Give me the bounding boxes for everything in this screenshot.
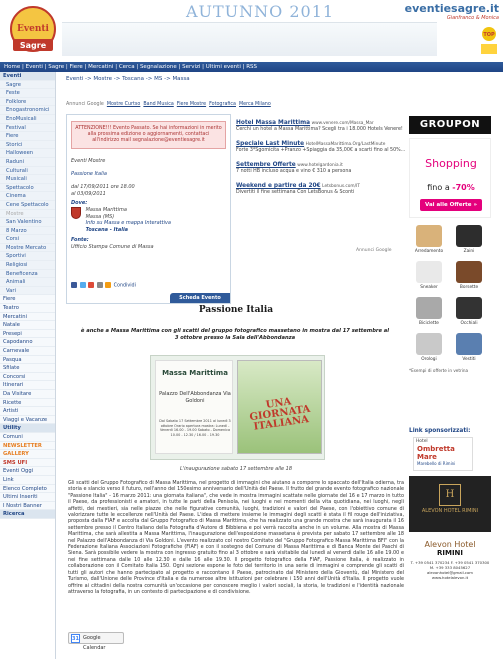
hotel2-contacts: T. +39 0541 370234 F. +39 0541 370300 M. +39 333 8045627 alevonhotel@gmail.com www.hotelalevon.it [410,560,490,580]
product-image [456,333,482,355]
brand[interactable] [405,2,499,21]
product-image [416,261,442,283]
coat-of-arms-icon [71,207,81,219]
product-image [456,261,482,283]
sidebar-item-fiere[interactable]: Fiere [0,295,55,304]
sidebar-item-animali[interactable]: Animali [0,278,55,287]
sidebar-item-comuni[interactable]: Comuni [0,433,55,442]
sidebar-item-teatro[interactable]: Teatro [0,304,55,313]
product-zaini[interactable] [449,222,489,258]
event-details [67,149,230,255]
event-tab[interactable]: Scheda Evento [170,293,230,303]
sidebar-item-religiosi[interactable]: Religiosi [0,261,55,270]
sidebar-item-i-nostri-banner[interactable]: I Nostri Banner [0,502,55,511]
flyer-venue: Palazzo Dell'Abbondanza Via Goldoni [159,391,231,404]
site-header [0,0,503,64]
sidebar-item-raduni[interactable]: Raduni [0,158,55,167]
sidebar-item-sagre[interactable]: Sagre [0,81,55,90]
product-name: Vestiti [462,357,476,362]
top-badge-icon [479,26,499,56]
text-ad-url[interactable]: www.hotelgardonia.it [297,163,343,168]
product-orologi[interactable] [409,330,449,366]
google-calendar-label: Google Calendar [83,635,106,651]
event-date-start: dal 17/09/2011 ore 18.00 [71,184,135,191]
article-lead: è anche a Massa Marittima con gli scatti del gruppo fotografico massetano in mostra dal 17 settembre al 3 ottobre presso la Sala dell'Abbondanza [80,328,390,341]
sidebar-item-itinerari[interactable]: Itinerari [0,381,55,390]
sidebar-item-viaggi-e-vacanze[interactable]: Viaggi e Vacanze [0,416,55,425]
google-calendar-button[interactable] [68,632,124,651]
sidebar-item-storici[interactable]: Storici [0,141,55,150]
flyer-image [155,360,233,454]
email-icon[interactable] [97,282,103,288]
nav-separator: | [20,64,26,70]
nav-item-home[interactable]: Home [4,64,21,70]
main-content [66,76,406,301]
header-band [62,22,437,56]
hotel2-city: RIMINI [436,549,464,557]
facebook-icon[interactable] [71,282,77,288]
sidebar-item-enogastronomici[interactable]: Enogastronomici [0,106,55,115]
event-source: Ufficio Stampa Comune di Massa [71,243,154,250]
product-biciclette[interactable] [409,294,449,330]
sidebar-item-eventi-oggi[interactable]: Eventi Oggi [0,467,55,476]
sidebar-item-festival[interactable]: Festival [0,124,55,133]
text-ad-title[interactable]: Settembre Offerte [236,162,296,168]
product-image [416,333,442,355]
sidebar-item-sfilate[interactable]: Sfilate [0,364,55,373]
text-ad-title[interactable]: Speciale Last Minute [236,141,305,147]
shopping-offers-button[interactable]: Vai alle Offerte » [420,199,482,211]
event-type: Eventi Mostre [71,158,106,164]
sidebar-item-vari[interactable]: Vari [0,287,55,296]
sidebar-item-corsi[interactable]: Corsi [0,235,55,244]
product-image [456,297,482,319]
groupon-logo[interactable]: GROUPON [409,116,491,134]
site-logo[interactable] [3,3,63,61]
product-grid [409,222,491,366]
event-place[interactable]: Massa Marittima [85,206,127,213]
product-name: Zaini [463,249,475,254]
ad-link[interactable]: Fiere Mostre [176,102,207,107]
nav-item-fiere[interactable]: Fiere [69,64,83,70]
nav-item-rss[interactable]: RSS [246,64,258,70]
sidebar-item-halloween[interactable]: Halloween [0,149,55,158]
text-ad-body: Divertiti il fine settimana Con LetsBonus & Sconti [236,190,355,195]
text-ad[interactable] [236,183,406,196]
calendar-icon: 31 [72,636,79,642]
hotel1-label: Hotel [416,439,428,444]
top-nav [0,62,503,72]
nav-separator: | [42,64,49,70]
sidebar-item-ricette[interactable]: Ricette [0,399,55,408]
poster-image [237,360,322,454]
product-sneaker[interactable] [409,258,449,294]
twitter-icon[interactable] [80,282,86,288]
text-ad[interactable] [236,141,406,154]
nav-item-mercatini[interactable]: Mercatini [88,64,114,70]
article-title: Passione Italia [198,305,274,315]
product-name: Orologi [421,357,437,362]
product-name: Biciclette [419,321,439,326]
product-borsette[interactable] [449,258,489,294]
hotel-ombretta-banner[interactable] [413,437,473,471]
nav-item-sagre[interactable]: Sagre [48,64,65,70]
past-event-notice: ATTENZIONE!!! Evento Passato. Se hai informazioni in merito alla prossima edizione o aggiornamenti, contattaci all'indirizzo mail segnalazione@eventiesagre.it [71,121,226,149]
sidebar-item-capodanno[interactable]: Capodanno [0,338,55,347]
flyer-title: Massa Marittima [162,369,228,377]
text-ad-body: 7 notti HB incluso acqua e vino € 310 a persona [236,169,352,174]
nav-separator: | [113,64,119,70]
sidebar-item-musicali[interactable]: Musicali [0,175,55,184]
product-arredamento[interactable] [409,222,449,258]
product-image [456,225,482,247]
sidebar-item-artisti[interactable]: Artisti [0,407,55,416]
flyer-hours: Dal Sabato 17 Settembre 2011 al lunedì 3 ottobre Orario apertura mostra: Lunedì - Venerdì 16.00 - 19.00 Sabato - Domenica 10.00 - 12.30 / 16.00 - 19.30 [159,419,231,437]
sidebar-item-cene-spettacolo[interactable]: Cene Spettacolo [0,201,55,210]
nav-separator: | [240,64,247,70]
text-ad[interactable] [236,120,406,133]
event-map-link[interactable]: Info su Massa e mappa Interattiva [85,220,171,227]
sidebar-item-feste[interactable]: Feste [0,89,55,98]
sidebar-item-ricerca[interactable]: Ricerca [0,510,55,519]
sidebar-item-carnevale[interactable]: Carnevale [0,347,55,356]
where-label: Dove: [71,200,88,207]
google-ads-label: Annunci Google [66,102,104,107]
sidebar-item-mostre-mercato[interactable]: Mostre Mercato [0,244,55,253]
share-bar [71,282,228,290]
hotel-alevon-banner[interactable] [409,476,491,598]
event-region: Toscana - Italia [85,226,129,233]
text-ad-body: Forte 3*Sgomicita +Pranzo +Spiaggia da 35,00€ a scarti fino al 50%... [236,148,406,153]
source-label: Fonte: [71,237,89,244]
text-ad-title[interactable]: Weekend e partire da 20€ [236,183,321,189]
text-ad[interactable] [236,162,406,175]
sidebar-item-cinema[interactable]: Cinema [0,192,55,201]
event-name[interactable]: Passione Italia [71,170,107,177]
nav-separator: | [134,64,140,70]
shopping-fino: fino a [427,183,450,192]
sidebar-item-sms-ufi[interactable]: SMS UFI [0,459,55,468]
sidebar-item-8-marzo[interactable]: 8 Marzo [0,227,55,236]
svg-text:TOP: TOP [483,32,495,38]
hotel2-small: ALEVON HOTEL RIMINI [421,508,479,514]
text-ad-title[interactable]: Hotel Massa Marittima [236,120,311,126]
ad-link[interactable]: Merca Milano [239,102,271,107]
season-title: AUTUNNO 2011 [185,2,335,21]
sidebar-item-newsletter[interactable]: NEWSLETTER [0,442,55,451]
hotel1-name: Ombretta Mare [417,445,455,461]
brand-name[interactable]: eventiesagre.it [404,2,499,15]
image-caption: L'inaugurazione sabato 17 settembre alle 18 [179,466,293,472]
sidebar-item-concorsi[interactable]: Concorsi [0,373,55,382]
ads-by-google[interactable] [356,248,392,253]
hotel2-info-panel [409,532,491,598]
text-ad-body: Cerchi un hotel a Massa Marittima? Scegli tra i 18.000 Hotels Venere! [236,127,403,132]
event-date-end: al 03/09/2011 [71,190,106,197]
article-image[interactable] [150,355,325,460]
event-province: Massa (MS) [85,213,115,220]
sidebar-item-san-valentino[interactable]: San Valentino [0,218,55,227]
nav-item-servizi[interactable]: Servizi [182,64,201,70]
nav-separator: | [64,64,70,70]
text-ad-url[interactable]: Letsbonus.com/IT [322,184,360,189]
product-image [416,297,442,319]
nav-separator: | [200,64,206,70]
share-icon[interactable] [105,282,111,288]
nav-separator: | [82,64,89,70]
sidebar-item-spettacolo[interactable]: Spettacolo [0,184,55,193]
sidebar-item-beneficenza[interactable]: Beneficenza [0,270,55,279]
brand-subtitle: Gianfranco & Monica [446,15,499,21]
text-ad-url[interactable]: HotelMassaMarittima.Org/LastMinute [305,142,386,147]
ad-link[interactable]: Band Musica [143,102,174,107]
poster-title: UNA GIORNATA ITALIANA [248,396,312,433]
sidebar-item-natale[interactable]: Natale [0,321,55,330]
nav-item-segnalazione[interactable]: Segnalazione [139,64,177,70]
sidebar-item-fiere[interactable]: Fiere [0,132,55,141]
product-name: Arredamento [414,249,444,254]
sidebar-item-da-visitare[interactable]: Da Visitare [0,390,55,399]
sidebar-item-sportivi[interactable]: Sportivi [0,252,55,261]
google-icon[interactable] [88,282,94,288]
share-label[interactable]: Condividi [113,283,136,289]
sidebar-item-presepi[interactable]: Presepi [0,330,55,339]
hotel-crest-icon: H [439,484,461,506]
nav-item-eventi[interactable]: Eventi [25,64,43,70]
nav-item-ultimi-eventi[interactable]: Ultimi eventi [205,64,241,70]
text-ad-url[interactable]: www.venere.com/Massa_Mar [311,121,374,126]
sidebar-item-enomusicali[interactable]: EnoMusicali [0,115,55,124]
hotel1-location: Marebello di Rimini [417,461,456,466]
sidebar-item-gallery[interactable]: GALLERY [0,450,55,459]
product-name: Sneaker [420,285,438,290]
right-column [409,116,503,373]
product-name: Occhiali [460,321,478,326]
sidebar-item-mercatini[interactable]: Mercatini [0,313,55,322]
sidebar-item-mostre[interactable]: Mostre [0,210,55,219]
prices-note: *Esempi di offerte in vetrina [409,368,469,373]
ads-by-google-label[interactable]: Annunci Google [356,248,392,253]
nav-separator: | [176,64,183,70]
ad-link[interactable]: Fotografica [209,102,236,107]
sidebar [0,72,56,659]
breadcrumb[interactable]: Eventi -> Mostre -> Toscana -> MS -> Massa [66,76,190,82]
sponsored-links-label: Link sponsorizzati: [409,428,471,434]
shopping-discount [410,183,492,192]
sidebar-item-elenco-completo[interactable]: Elenco Completo [0,485,55,494]
sidebar-item-pasqua[interactable]: Pasqua [0,356,55,365]
article-body: Gli scatti del Gruppo Fotografico di Massa Marittima, nel progetto di immagini che aiutano a comporre lo spaccato dell'Italia odierna, tra storia e slancio verso il futuro, nell'anno del 150esimo anniversario dell'Unità del Paese. Il frutto del grande evento fotografico nazionale "Passione Italia" - 16 marzo 2011: una giornata italiana", che vede in mostra immagini scattate nelle giornate del 16 e 17 marzo in tutto il Paese, da professionisti e amatori, in tutte le parti della Penisola, nei luoghi e nei momenti della vita quotidiana, nei luoghi, negli affetti, dei mestieri, sia nelle piazze che nelle figurative comunità, luoghi, tradizioni e valori del Paese, con l'obiettivo comune di valorizzare tutte le eccellenze nell'Unità del Paese. L'idea di mettere insieme le immagini degli scatti è stata il fil rouge dell'iniziativa, proposta dalla FIAF e accolta dal Gruppo Fotografico di Massa Marittima, che ha realizzato una grande mostra che sarà inaugurata il 16 settembre presso il Centro Italiano della Fotografia d'Autore di Bibbiena e poi verrà raccolta anche in un volume. Alla mostra di Massa Marittima, che sarà allestita a Massa Marittima, l'inaugurazione dell'esposizione massetana è prevista per sabato 17 settembre alle 18 nel Palazzo dell'Abbondanza di Via Goldoni. L'evento realizzato col nostro Comitato del "Gruppo Fotografico Massa Marittima BFI" con la Federazione Italiana Associazioni Fotografiche (FIAF) e con il sostegno del Comune di Massa Marittima e di Banca Monte dei Paschi di Siena. Sarà possibile vedere la mostra con ingresso gratuito fino al 3 ottobre e sarà visitabile dal lunedì al venerdì dalle 16 alle 19.00 e nei fine settimana dalle 10 alle 12.30 e dalle 16 alle 19.30. Il progetto fotografico della FIAF, Passione Italia, è realizzato in collaborazione con il Comitato Italia 150. Ogni sezione espone le foto del territorio in una serie di immagini e comprende gli scatti di tutti gli autori che hanno partecipato al progetto e raccontano il Paese, patrocinato dal Ministero della Gioventù, dal Ministero del Turismo, dall'Unione delle Province d'Italia e da numerose altre istituzioni per celebrare i 150 anni dell'Unità d'Italia. Il progetto vuole offrire ai cittadini della nostra comunità un'occasione per conoscere meglio i valori sociali, la storia, le tradizioni e l'identità nazionale attraverso la fotografia, in un contesto di partecipazione e di condivisione. [68,480,404,595]
sidebar-item-eventi[interactable]: Eventi [0,72,55,81]
svg-text:Sagre: Sagre [19,41,47,50]
nav-item-cerca[interactable]: Cerca [118,64,135,70]
sidebar-item-utility[interactable]: Utility [0,424,55,433]
svg-text:Eventi: Eventi [17,24,49,34]
sidebar-item-ultimi-inseriti[interactable]: Ultimi Inseriti [0,493,55,502]
product-image [416,225,442,247]
event-card [66,114,231,304]
shopping-title: Shopping [425,157,477,170]
google-ads-row [66,102,406,107]
product-occhiali[interactable] [449,294,489,330]
shopping-percent: -70% [452,183,475,192]
product-name: Borsette [459,285,479,290]
product-vestiti[interactable] [449,330,489,366]
hotel2-name: Alevon Hotel [424,540,476,549]
sidebar-item-link[interactable]: Link [0,476,55,485]
sidebar-item-folklore[interactable]: Folklore [0,98,55,107]
sidebar-item-culturali[interactable]: Culturali [0,167,55,176]
shopping-banner[interactable] [409,138,491,218]
text-ads [236,120,406,204]
ad-link[interactable]: Mostre Curtso [106,102,141,107]
